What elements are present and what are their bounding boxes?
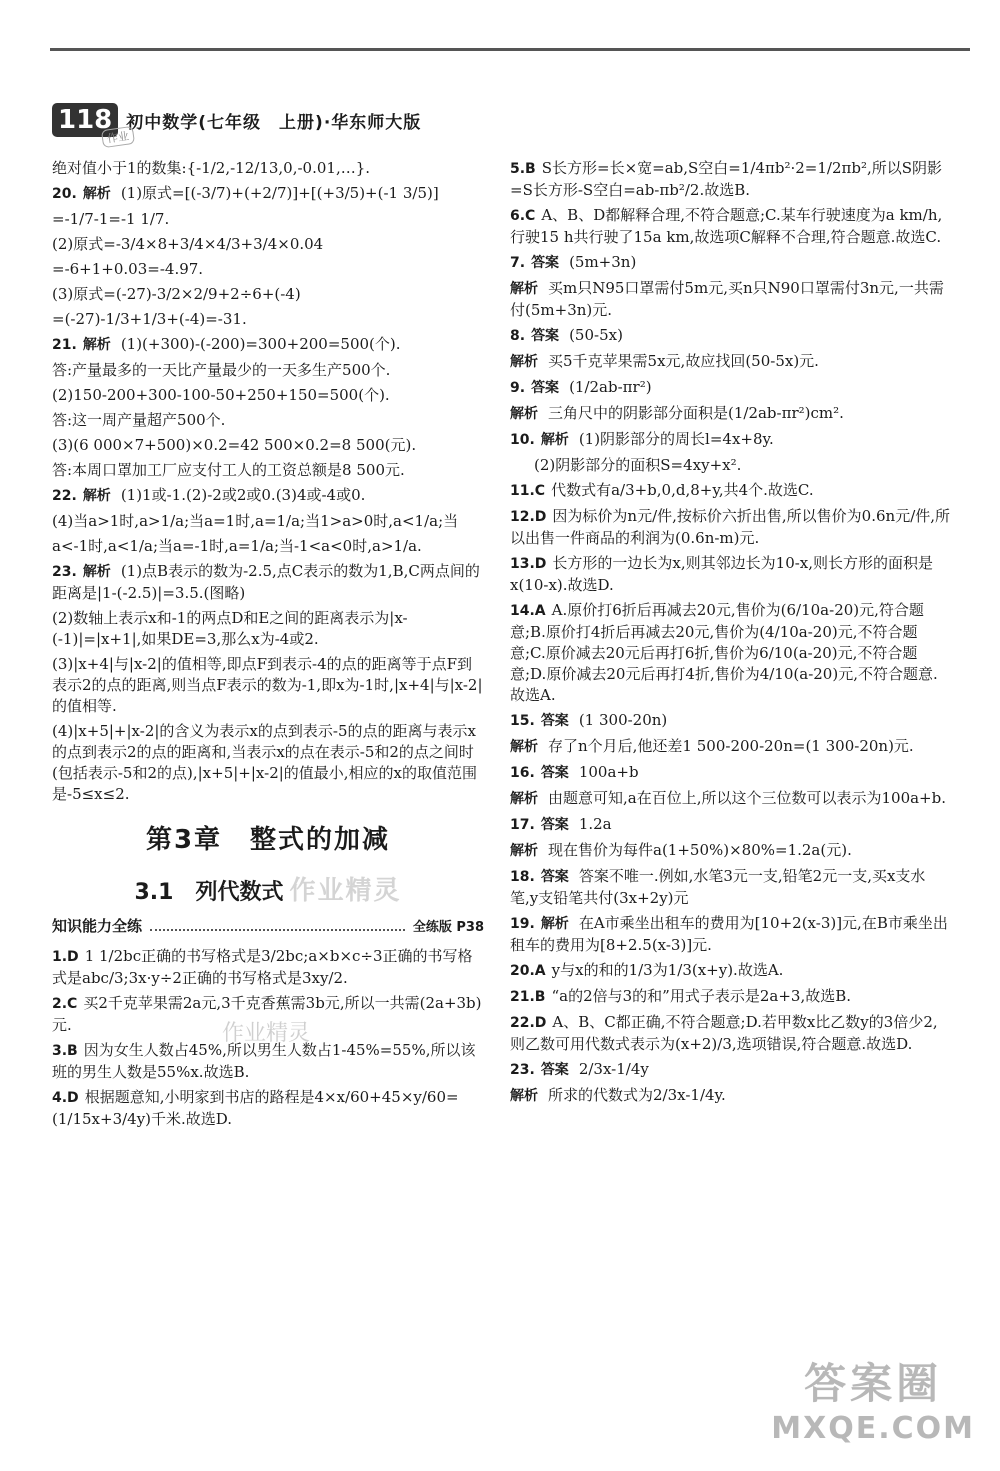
answer-tag: 解析 — [82, 337, 111, 353]
solution-text: (4)当a>1时,a>1/a;当a=1时,a=1/a;当1>a>0时,a<1/a;当 — [52, 512, 459, 530]
left-answers — [52, 946, 484, 1130]
solution-text: 根据题意知,小明家到书店的路程是4×x/60+45×y/60=(1/15x+3/4y)千米.故选D. — [52, 1088, 459, 1128]
solution-text: 100a+b — [578, 763, 639, 781]
solution-text: y与x的和的1/3为1/3(x+y).故选A. — [551, 961, 784, 979]
solution-text: =-1/7-1=-1 1/7. — [52, 210, 170, 228]
solution-line — [52, 435, 484, 456]
solution-text: 存了n个月后,他还差1 500-200-20n=(1 300-20n)元. — [548, 737, 914, 755]
solution-line — [52, 360, 484, 381]
answer-tag: 答案 — [540, 765, 569, 781]
corner-watermark — [771, 1351, 975, 1446]
answer-tag: 解析 — [510, 843, 538, 859]
solution-line — [510, 814, 950, 836]
answer-tag: 解析 — [510, 406, 538, 422]
answer-tag: 答案 — [540, 713, 569, 729]
problem-number: 21. — [52, 337, 77, 353]
solution-line — [510, 278, 950, 321]
solution-line — [52, 259, 484, 280]
solution-text: 答案不唯一.例如,水笔3元一支,铅笔2元一支,买x支水笔,y支铅笔共付(3x+2y)元 — [510, 867, 926, 907]
left-column — [52, 158, 484, 1134]
answer-tag: 解析 — [510, 281, 538, 297]
solution-text: (1)原式=[(-3/7)+(+2/7)]+[(+3/5)+(-1 3/5)] — [120, 184, 439, 202]
book-title: 初中数学(七年级 上册)·华东师大版 — [126, 112, 422, 133]
solution-line — [52, 608, 484, 650]
solution-text: 因为女生人数占45%,所以男生人数占1-45%=55%,所以该班的男生人数是55%x.故选B. — [52, 1041, 476, 1081]
problem-number: 8. — [510, 328, 526, 344]
homework-stamp: 作业 — [101, 126, 135, 148]
solution-line — [510, 553, 950, 596]
solution-text: 买2千克苹果需2a元,3千克香蕉需3b元,所以一共需(2a+3b)元. — [52, 994, 482, 1034]
corner-watermark-big: 答案圈 — [804, 1359, 943, 1408]
solution-line — [510, 429, 950, 451]
problem-number: 16. — [510, 765, 535, 781]
solution-line — [52, 158, 484, 179]
problem-number: 14.A — [510, 603, 546, 619]
problem-number: 11.C — [510, 483, 546, 499]
solution-text: =(-27)-1/3+1/3+(-4)=-31. — [52, 310, 247, 328]
problem-number: 22. — [52, 488, 77, 504]
answer-tag: 答案 — [540, 869, 569, 885]
problem-number: 5.B — [510, 161, 536, 177]
problem-number: 1.D — [52, 949, 79, 965]
answer-tag: 解析 — [540, 916, 569, 932]
problem-number: 20. — [52, 186, 77, 202]
solution-line — [510, 205, 950, 248]
right-answers — [510, 158, 950, 1107]
solution-line — [510, 351, 950, 373]
solution-line — [52, 1087, 484, 1130]
answer-tag: 答案 — [531, 328, 560, 344]
solution-line — [52, 284, 484, 305]
problem-number: 3.B — [52, 1043, 78, 1059]
solution-line — [510, 986, 950, 1008]
problem-number: 21.B — [510, 989, 546, 1005]
answer-tag: 解析 — [510, 791, 538, 807]
solution-line — [52, 536, 484, 557]
problem-number: 9. — [510, 380, 526, 396]
problem-number: 17. — [510, 817, 535, 833]
answer-tag: 答案 — [531, 255, 560, 271]
solution-line — [52, 410, 484, 431]
solution-line — [52, 183, 484, 205]
solution-line — [52, 485, 484, 507]
solution-text: (2)原式=-3/4×8+3/4×4/3+3/4×0.04 — [52, 235, 324, 253]
solution-text: (1)(+300)-(-200)=300+200=500(个). — [120, 335, 401, 353]
solution-text: (3)(6 000×7+500)×0.2=42 500×0.2=8 500(元). — [52, 436, 417, 454]
solution-line — [52, 234, 484, 255]
solution-line — [52, 511, 484, 532]
section-title — [52, 870, 484, 907]
solution-text: 三角尺中的阴影部分面积是(1/2ab-πr²)cm². — [548, 404, 844, 422]
problem-number: 10. — [510, 432, 535, 448]
chapter-title: 第3章 整式的加减 — [145, 825, 391, 855]
solution-line — [510, 736, 950, 758]
solution-text: 2/3x-1/4y — [578, 1060, 649, 1078]
solution-text: 买m只N95口罩需付5m元,买n只N90口罩需付3n元,一共需付(5m+3n)元. — [510, 279, 944, 319]
section-watermark: 作业精灵 — [289, 876, 402, 906]
solution-text: 长方形的一边长为x,则其邻边长为10-x,则长方形的面积是x(10-x).故选D. — [510, 554, 934, 594]
practice-label: 知识能力全练 — [52, 917, 143, 935]
solution-text: (3)|x+4|与|x-2|的值相等,即点F到表示-4的点的距离等于点F到表示2的点的距离,则当点F表示的数为-1,即x为-1时,|x+4|与|x-2|的值相等. — [52, 655, 483, 715]
solution-line — [510, 913, 950, 956]
solution-line — [52, 309, 484, 330]
solution-text: 由题意可知,a在百位上,所以这个三位数可以表示为100a+b. — [548, 789, 946, 807]
solution-line — [510, 1059, 950, 1081]
inline-watermark: 作业精灵 — [222, 1021, 311, 1046]
answer-tag: 答案 — [540, 1062, 569, 1078]
solution-line — [52, 561, 484, 604]
answer-tag: 解析 — [82, 488, 111, 504]
right-column — [510, 158, 950, 1111]
problem-number: 2.C — [52, 996, 78, 1012]
answer-tag: 解析 — [510, 1088, 538, 1104]
solution-text: (1)阴影部分的周长l=4x+8y. — [578, 430, 774, 448]
problem-number: 22.D — [510, 1015, 547, 1031]
solution-text: (2)阴影部分的面积S=4xy+x². — [534, 456, 742, 474]
problem-number: 15. — [510, 713, 535, 729]
solution-line — [510, 710, 950, 732]
solution-text: (1)1或-1.(2)-2或2或0.(3)4或-4或0. — [120, 486, 366, 504]
answer-tag: 解析 — [510, 354, 538, 370]
solution-line — [510, 403, 950, 425]
solution-line — [52, 209, 484, 230]
solution-text: 所求的代数式为2/3x-1/4y. — [548, 1086, 726, 1104]
solution-text: 答:本周口罩加工厂应支付工人的工资总额是8 500元. — [52, 461, 405, 479]
solution-line — [510, 866, 950, 909]
solution-line — [510, 377, 950, 399]
solution-text: 答:这一周产量超产500个. — [52, 411, 226, 429]
answer-tag: 答案 — [531, 380, 560, 396]
solution-line — [510, 480, 950, 502]
solution-line — [510, 506, 950, 549]
solution-text: (1 300-20n) — [578, 711, 668, 729]
solution-line — [510, 1012, 950, 1055]
solution-line — [510, 788, 950, 810]
solution-text: 因为标价为n元/件,按标价六折出售,所以售价为0.6n元/件,所以出售一件商品的利润为(0.6n-m)元. — [510, 507, 951, 547]
solution-text: (50-5x) — [569, 326, 623, 344]
solution-text: A.原价打6折后再减去20元,售价为(6/10a-20)元,符合题意;B.原价打4折后再减去20元,售价为(4/10a-20)元,不符合题意;C.原价减去20元后再打6折,售价为6/10(a-20)元,不符合题意;D.原价减去20元后再打4折,售价为4/10(a-20)元,不符合题意.故选A. — [510, 601, 938, 704]
solution-text: 1.2a — [578, 815, 612, 833]
answer-tag: 答案 — [540, 817, 569, 833]
page-number: 118 — [52, 103, 118, 137]
problem-number: 12.D — [510, 509, 547, 525]
solution-text: (5m+3n) — [569, 253, 637, 271]
solution-line — [510, 960, 950, 982]
practice-ref: 全练版 P38 — [412, 920, 484, 935]
problem-number: 19. — [510, 916, 535, 932]
solution-line — [510, 455, 950, 476]
problem-number: 4.D — [52, 1090, 79, 1106]
problem-number: 20.A — [510, 963, 546, 979]
practice-bar — [52, 915, 484, 936]
problem-number: 18. — [510, 869, 535, 885]
problem-number: 23. — [510, 1062, 535, 1078]
solution-line — [52, 334, 484, 356]
solution-text: (1)点B表示的数为-2.5,点C表示的数为1,B,C两点间的距离是|1-(-2.5)|=3.5.(图略) — [52, 562, 480, 602]
solution-text: (4)|x+5|+|x-2|的含义为表示x的点到表示-5的点的距离与表示x的点到表示2的点的距离和,当表示x的点在表示-5和2的点之间时(包括表示-5和2的点),|x+5|+|x-2|的值最小,相应的x的取值范围是-5≤x≤2. — [52, 722, 478, 803]
solution-line — [510, 762, 950, 784]
solution-text: (1/2ab-πr²) — [569, 378, 652, 396]
solution-text: S长方形=长×宽=ab,S空白=1/4πb²·2=1/2πb²,所以S阴影=S长方形-S空白=ab-πb²/2.故选B. — [510, 159, 943, 199]
solution-line — [510, 840, 950, 862]
solution-line — [510, 252, 950, 274]
solution-text: 代数式有a/3+b,0,d,8+y,共4个.故选C. — [551, 481, 814, 499]
solution-line — [52, 385, 484, 406]
top-rule — [50, 48, 970, 51]
solution-line — [52, 721, 484, 805]
answer-tag: 解析 — [510, 739, 538, 755]
solution-text: 现在售价为每件a(1+50%)×80%=1.2a(元). — [548, 841, 852, 859]
solution-text: 答:产量最多的一天比产量最少的一天多生产500个. — [52, 361, 391, 379]
solution-text: (3)原式=(-27)-3/2×2/9+2÷6+(-4) — [52, 285, 301, 303]
solution-line — [52, 654, 484, 717]
solution-text: A、B、D都解释合理,不符合题意;C.某车行驶速度为a km/h,行驶15 h共行驶了15a km,故选项C解释不合理,符合题意.故选C. — [510, 206, 943, 246]
solution-line — [52, 460, 484, 481]
solution-line — [510, 1085, 950, 1107]
problem-number: 6.C — [510, 208, 536, 224]
solution-text: (2)150-200+300-100-50+250+150=500(个). — [52, 386, 390, 404]
solution-text: =-6+1+0.03=-4.97. — [52, 260, 204, 278]
solution-text: (2)数轴上表示x和-1的两点D和E之间的距离表示为|x-(-1)|=|x+1|,如果DE=3,那么x为-4或2. — [52, 609, 408, 648]
problem-number: 13.D — [510, 556, 547, 572]
solution-text: 买5千克苹果需5x元,故应找回(50-5x)元. — [548, 352, 819, 370]
solution-text: “a的2倍与3的和”用式子表示是2a+3,故选B. — [551, 987, 852, 1005]
problem-number: 23. — [52, 564, 77, 580]
solution-line — [52, 946, 484, 989]
solution-text: 绝对值小于1的数集:{-1/2,-12/13,0,-0.01,…}. — [52, 159, 371, 177]
problem-number: 7. — [510, 255, 526, 271]
section-title-text: 3.1 列代数式 — [134, 880, 284, 905]
solution-line — [510, 325, 950, 347]
solution-text: 1 1/2bc正确的书写格式是3/2bc;a×b×c÷3正确的书写格式是abc/3;3x·y÷2正确的书写格式是3xy/2. — [52, 947, 473, 987]
answer-tag: 解析 — [82, 186, 111, 202]
practice-dots — [150, 921, 405, 931]
left-solutions — [52, 158, 484, 805]
answer-tag: 解析 — [82, 564, 111, 580]
solution-text: 在A市乘坐出租车的费用为[10+2(x-3)]元,在B市乘坐出租车的费用为[8+2.5(x-3)]元. — [510, 914, 948, 954]
solution-line — [510, 600, 950, 706]
solution-text: A、B、C都正确,不符合题意;D.若甲数x比乙数y的3倍少2,则乙数可用代数式表示为(x+2)/3,选项错误,符合题意.故选D. — [510, 1013, 938, 1053]
answer-tag: 解析 — [540, 432, 569, 448]
solution-line — [510, 158, 950, 201]
solution-text: a<-1时,a<1/a;当a=-1时,a=1/a;当-1<a<0时,a>1/a. — [52, 537, 422, 555]
corner-watermark-small: MXQE.COM — [771, 1411, 975, 1446]
